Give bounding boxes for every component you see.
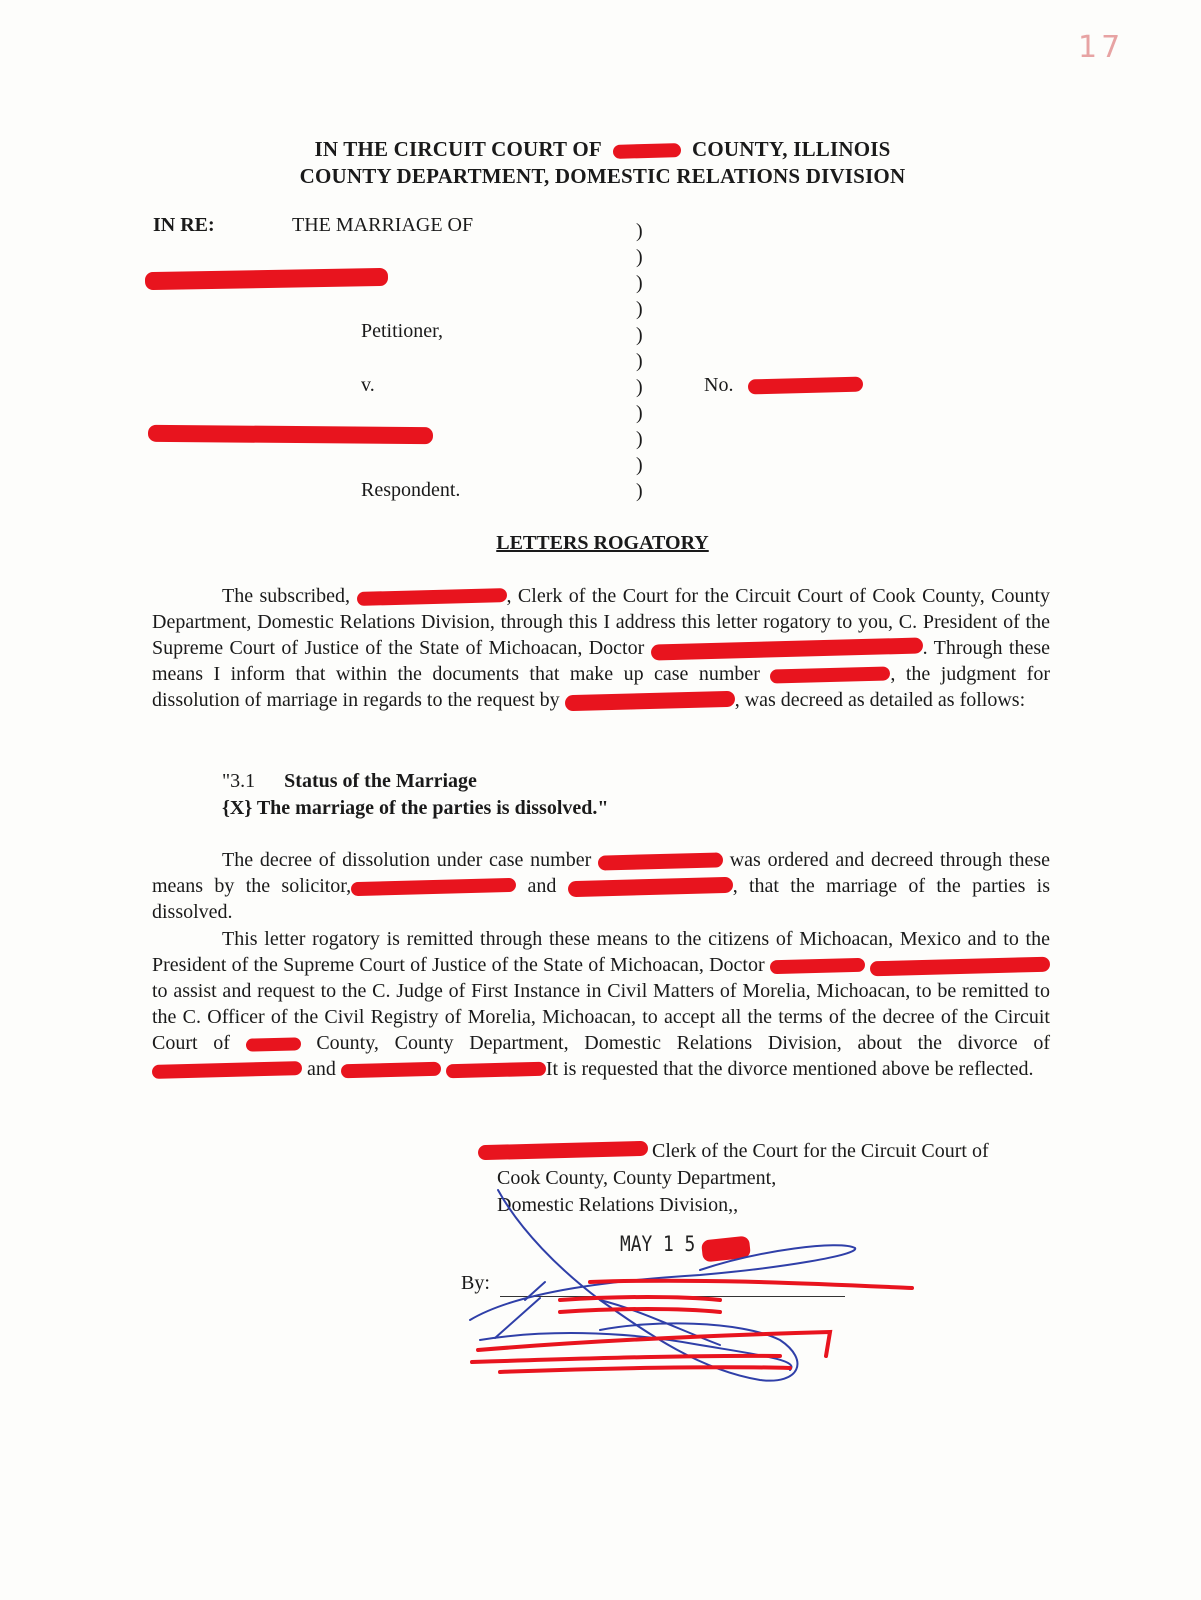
para1-text-1: The subscribed, — [222, 585, 351, 607]
court-header-suffix: COUNTY, ILLINOIS — [692, 137, 891, 161]
petitioner-label: Petitioner, — [361, 320, 443, 342]
para2-text-2: was ordered and decreed through these means by the solicitor, — [152, 849, 1050, 897]
by-label: By: — [461, 1272, 490, 1294]
paren: ) — [636, 220, 643, 242]
clause-heading: Status of the Marriage — [284, 770, 477, 792]
para3-text-5: It is requested that the divorce mentioned above be reflected. — [545, 1058, 1034, 1080]
court-header-prefix: IN THE CIRCUIT COURT OF — [314, 137, 602, 161]
signature-clerk-line3: Domestic Relations Division,, — [497, 1194, 739, 1216]
para3-text-1: This letter rogatory is remitted through these means to the citizens of Michoacan, Mexico and to the President of the Supreme Court of Justice of the State of Michoacan, Doctor — [152, 928, 1050, 976]
case-number-label: No. — [704, 374, 734, 396]
para1-text-4: , the judgment for dissolution of marriage in regards to the request by — [152, 663, 1050, 711]
in-re-label: IN RE: — [153, 214, 215, 236]
para2-text-4: , that the marriage of the parties is dissolved. — [152, 875, 1051, 923]
para2-text-1: The decree of dissolution under case number — [222, 849, 592, 871]
signature-clerk-line2: Cook County, County Department, — [497, 1167, 777, 1189]
paren: ) — [636, 298, 643, 320]
court-header-line2: COUNTY DEPARTMENT, DOMESTIC RELATIONS DIVISION — [299, 164, 906, 188]
paren: ) — [636, 454, 643, 476]
para1-text-3: . Through these means I inform that within the documents that make up case number — [152, 637, 1051, 685]
paren: ) — [636, 246, 643, 268]
para1-text-2: , Clerk of the Court for the Circuit Court of Cook County, County Department, Domestic Relations Division, through this I address this letter rogatory to you, C. President of the Supreme Court of Justice of the State of Michoacan, Doctor — [152, 585, 1051, 659]
paren: ) — [636, 402, 643, 424]
blue-ink-signature — [470, 1190, 855, 1381]
date-stamp: MAY 1 5 — [620, 1232, 696, 1256]
document-title: LETTERS ROGATORY — [496, 532, 709, 554]
paren: ) — [636, 480, 643, 502]
para1-text-5: , was decreed as detailed as follows: — [734, 689, 1026, 711]
marriage-of-label: THE MARRIAGE OF — [292, 214, 474, 236]
clause-number: "3.1 — [222, 770, 256, 792]
para3-text-4: and — [307, 1058, 336, 1080]
para2-text-3: and — [527, 875, 557, 897]
paren: ) — [636, 272, 643, 294]
versus-label: v. — [361, 374, 375, 396]
corner-page-mark: 17 — [1078, 30, 1125, 65]
signature-clerk-line1: Clerk of the Court for the Circuit Court of — [652, 1140, 989, 1162]
paren: ) — [636, 376, 643, 398]
para3-text-3: County, County Department, Domestic Relations Division, about the divorce of — [316, 1032, 1051, 1054]
respondent-label: Respondent. — [361, 479, 461, 501]
paren: ) — [636, 428, 643, 450]
paren: ) — [636, 324, 643, 346]
paren: ) — [636, 350, 643, 372]
para3-text-2: to assist and request to the C. Judge of First Instance in Civil Matters of Morelia, Michoacan, to be remitted to the C. Officer of the Civil Registry of Morelia, Michoacan, to accept all the terms of the decree of the Circuit Court of — [152, 980, 1050, 1054]
clause-text: {X} The marriage of the parties is dissolved." — [222, 797, 609, 819]
